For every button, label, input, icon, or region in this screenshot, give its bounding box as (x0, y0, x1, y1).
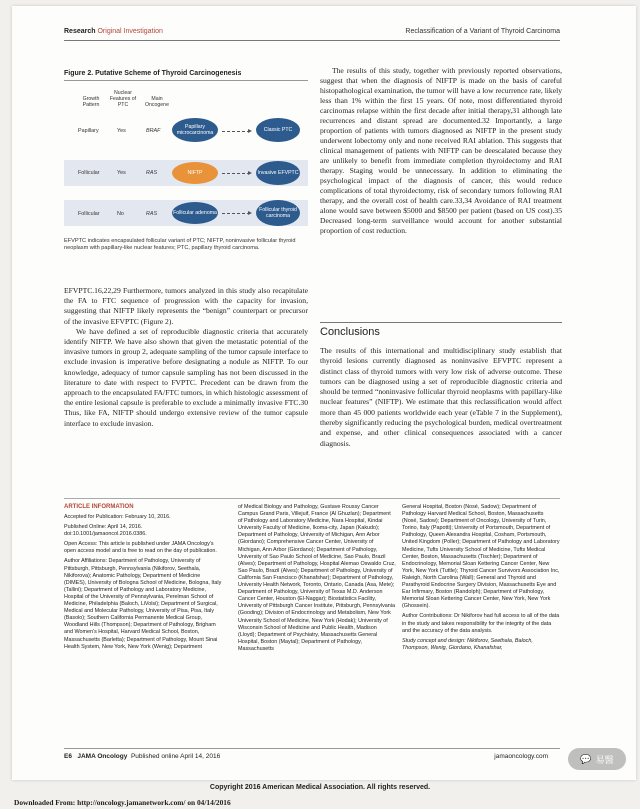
row2-oncogene: RAS (146, 170, 158, 176)
row1-nuclear: Yes (117, 128, 126, 134)
header-rule (64, 40, 560, 41)
study-concept: Study concept and design: Nikiforov, Seethala, Baloch, Thompson, Wenig, Giordano, Khanafshar, (402, 637, 533, 651)
article-info-heading: ARTICLE INFORMATION (64, 504, 134, 510)
col-nuclear-features: Nuclear Features of PTC (109, 90, 137, 108)
footer-journal: JAMA Oncology (77, 753, 128, 760)
chat-bubble-icon: 💬 (580, 753, 592, 764)
row2-arrow (222, 173, 250, 174)
row1-right-oval: Classic PTC (256, 118, 300, 142)
row3-left-oval: Follicular adenoma (172, 202, 218, 224)
conclusions-rule (320, 322, 562, 323)
author-contributions: Author Contributions: Dr Nikiforov had full access to all of the data in the study and takes responsibility for the integrity of the data and the accuracy of the data analysis. (402, 613, 560, 634)
row2-right-oval: Invasive EFVPTC (256, 161, 300, 185)
conclusions-heading: Conclusions (320, 326, 380, 338)
row3-right-oval: Follicular thyroid carcinoma (256, 200, 300, 226)
affiliations-part2: of Medical Biology and Pathology, Gustave Roussy Cancer Campus Grand Paris, Villejuif, France (Al Ghuzlan); Department of Pathology and Laboratory Medicine, Nara Hospital, Kindai University Faculty of Medicine, Ikoma-city, Japan (Kakudo); Department of Pathology, University of Michigan, Ann Arbor (Giordano); Comprehensive Cancer Center, University of Michigan, Ann Arbor (Giordano); Department of Pathology, University of Sao Paulo School of Medicine, Sao Paulo, Brazil (Alves); Department of Pathology, Hospital Alemao Oswaldo Cruz, Sao Paulo, Brazil (Alves); Department of Pathology, University of California San Francisco (Khanafshar); Department of Pathology, University Health Network, Toronto, Ontario, Canada (Asa, Mete); Department of Pathology, University of Texas M.D. Anderson Cancer Center, Houston (El-Naggar); Biostatistics Facility, University of Pittsburgh Cancer Institute, Pittsburgh, Pennsylvania (Gooding); Division of Endocrinology and Metabolism, New York University School of Medicine, New York (Hodak); University of Wisconsin School of Medicine and Public Health, Madison (Lloyd); Department of Psychiatry, Massachusetts General Hospital, Boston (Maytal); Department of Pathology, Massachusetts (238, 504, 396, 652)
watermark-text: 易醫 (595, 754, 614, 765)
row2-pattern: Follicular (78, 170, 100, 176)
section-type: Original Investigation (97, 28, 163, 35)
left-body-text (64, 286, 308, 429)
footer-published: Published online April 14, 2016 (130, 753, 221, 760)
affiliations-part3: General Hospital, Boston (Nosé, Sadow); Department of Pathology Harvard Medical School, Boston, Massachusetts (Nosé, Sadow); Department of Oncology, University of Turin, Torino, Italy (Papotti); University of Portsmouth, Department of Pathology, Queen Alexandra Hospital, Cosham, Portsmouth, United Kingdom (Poller); Department of Pathology and Laboratory Medicine, Tufts University School of Medicine, Tufts Medical Center, Boston, Massachusetts (Tischler); Department of Endocrinology, Memorial Sloan Kettering Cancer Center, New York, New York (Tuttle); Thyroid Cancer Survivors Association Inc, Raleigh, North Carolina (Wall); General and Thyroid and Parathyroid Endocrine Surgery Division, Massachusetts Eye and Ear Infirmary, Boston (Randolph); Department of Pathology, Memorial Sloan Kettering Cancer Center, New York, New York (Ghossein). (402, 504, 560, 610)
figure-caption: EFVPTC indicates encapsulated follicular variant of PTC; NIFTP, noninvasive follicular thyroid neoplasm with papillary-like nuclear features; PTC, papillary thyroid carcinoma. (64, 238, 296, 251)
conclusions-paragraph: The results of this international and multidisciplinary study establish that thyroid lesions currently diagnosed as noninvasive EFVPTC represent a distinct class of thyroid tumors with very low risk of adverse outcome. These tumors can be diagnosed using a set of reproducible diagnostic criteria and should be termed “noninvasive follicular thyroid neoplasms with papillary-like nuclear features” (NIFTP). We estimate that this reclassification would affect more than 45 000 patients worldwide each year (eTable 7 in the Supplement), thereby significantly reducing the psychological burden, medical overtreatment and expense, and other clinical consequences associated with a cancer diagnosis. (320, 346, 562, 448)
page-number: E6 (64, 753, 72, 760)
row1-pattern: Papillary (78, 128, 99, 134)
right-paragraph-1: The results of this study, together with previously reported observations, suggest that when the diagnosis of NIFTP is made on the basis of careful histopathological examination, the tumor will have a low recurrence rate, likely less than 1% within the first 15 years. Of note, most differentiated thyroid carcinomas relapse within the first decade after initial therapy,31 although late recurrences and distant spread are documented.32 Importantly, a large proportion of patients with tumors diagnosed as NIFTP in the present study underwent lobectomy only and none received RAI ablation. This suggests that clinical management of patients with NIFTP can be deescalated because they are unlikely to benefit from immediate completion thyroidectomy and RAI therapy. Staging would be unnecessary. In addition to eliminating the psychological impact of the diagnosis of cancer, this would reduce complications of total thyroidectomy, risk of secondary tumors following RAI therapy, and the overall cost of health care.33,34 Avoidance of RAI treatment alone would save between $5000 and $8500 per patient (based on US cost).35 Decreased long-term surveillance would account for another substantial proportion of cost reduction. (320, 66, 562, 235)
row3-pattern: Follicular (78, 211, 100, 217)
left-paragraph-2: We have defined a set of reproducible diagnostic criteria that accurately identify NIFTP. We have also shown that given the metastatic potential of the invasive tumors in group 2, adequate sampling of the tumor capsule interface to exclude invasion is imperative before designating a nodule as NIFTP. To our knowledge, adequacy of tumor capsule sampling has not been discussed in the literature to date with respect to FVPTC. Precedent can be drawn from the approach to the encapsulated FA/FTC tumors, in which histologic assessment of the entire lesional capsule is preferable to exclude a minimally invasive FTC.30 Thus, like FA, NIFTP should undergo extensive review of the tumor capsule interface to exclude invasion. (64, 326, 308, 428)
row2-left-oval: NIFTP (172, 162, 218, 184)
row3-nuclear: No (117, 211, 124, 217)
article-info-rule (64, 498, 560, 499)
footer-left (64, 753, 220, 760)
header-left (64, 28, 163, 35)
footer-rule (64, 748, 560, 749)
row3-arrow (222, 213, 250, 214)
article-info-col3 (402, 504, 560, 655)
conclusions-text-block (320, 346, 562, 449)
figure-title: Figure 2. Putative Scheme of Thyroid Carcinogenesis (64, 70, 242, 77)
left-paragraph-1: EFVPTC.16,22,29 Furthermore, tumors analyzed in this study also recapitulate the FA to FTC sequence of progression with the capacity for invasion, suggesting that NIFTP likely represents the “benign” counterpart or precursor of the invasive EFVPTC (Figure 2). (64, 286, 308, 326)
row1-arrow (222, 131, 250, 132)
open-access: Open Access: This article is published under JAMA Oncology’s open access model and is free to read on the day of publication. (64, 541, 217, 555)
footer-site: jamaoncology.com (494, 753, 548, 760)
published-info: Published Online: April 14, 2016. doi:10.1001/jamaoncol.2016.0386. (64, 524, 147, 538)
accepted-date: Accepted for Publication: February 10, 2016. (64, 514, 171, 520)
article-info-col1 (64, 514, 222, 654)
journal-section: Research (64, 28, 96, 35)
col-main-oncogene: Main Oncogene (145, 96, 169, 108)
copyright-line: Copyright 2016 American Medical Association. All rights reserved. (209, 784, 431, 791)
row3-oncogene: RAS (146, 211, 158, 217)
article-info-col2 (238, 504, 396, 656)
row1-left-oval: Papillary microcarcinoma (172, 118, 218, 142)
row1-oncogene: BRAF (146, 128, 161, 134)
download-line: Downloaded From: http://oncology.jamanetwork.com/ on 04/14/2016 (14, 798, 231, 807)
watermark-badge (568, 748, 626, 770)
right-body-text (320, 66, 562, 236)
row2-nuclear: Yes (117, 170, 126, 176)
affiliations-part1: Author Affiliations: Department of Pathology, University of Pittsburgh, Pittsburgh, Pennsylvania (Nikiforov, Seethala, Nikiforova); Anatomic Pathology, Department of Medicine (DIMES), University of Bologna School of Medicine, Bologna, Italy (Tallini); Department of Pathology and Laboratory Medicine, Hospital of the University of Pennsylvania, Perelman School of Medicine, Philadelphia (Baloch, LiVolsi); Department of Surgical, Medical and Molecular Pathology, University of Pisa, Pisa, Italy (Basolo); Southern California Permanente Medical Group, Woodland Hills (Thompson); Department of Pathology, Brigham and Women’s Hospital, Harvard Medical School, Boston, Massachusetts (Barletta); Department of Pathology, Mount Sinai Health System, New York, New York (Wenig); Department (64, 558, 222, 650)
col-growth-pattern: Growth Pattern (82, 96, 100, 108)
running-title: Reclassification of a Variant of Thyroid Carcinoma (405, 28, 560, 35)
